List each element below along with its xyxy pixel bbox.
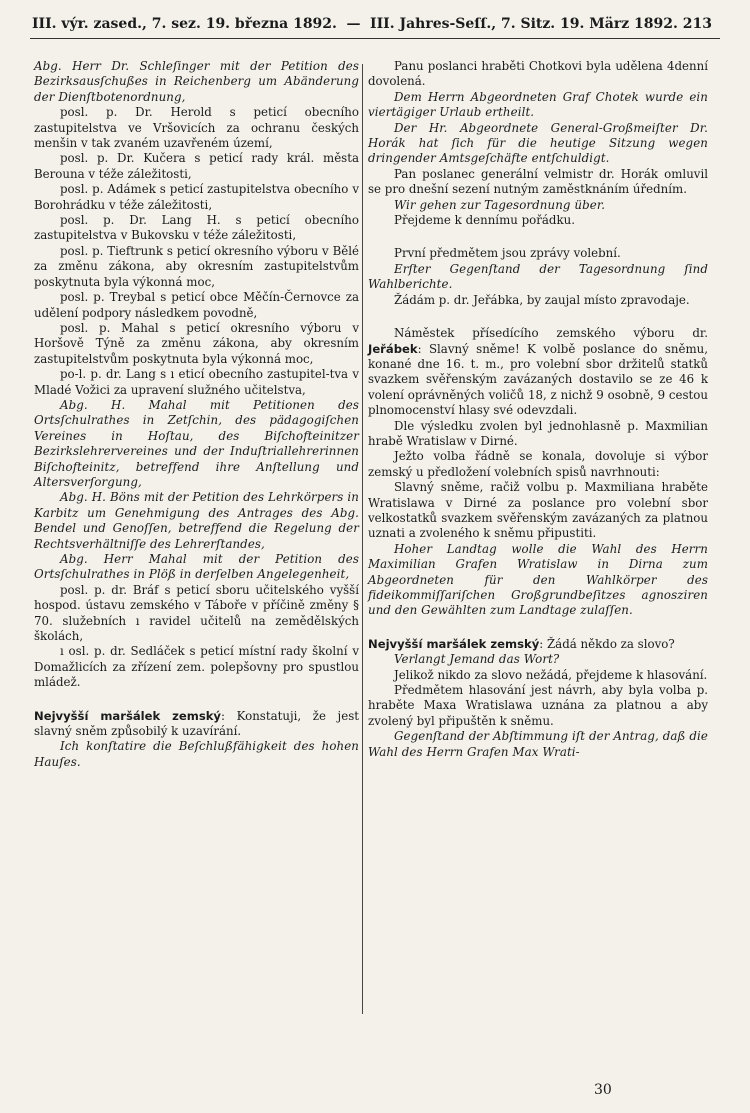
leave-granted-german: Dem Herrn Abgeordneten Graf Chotek wurde ein viertägiger Urlaub ertheilt.: [368, 89, 708, 120]
petition-entry: posl. p. Tieftrunk s peticí okresního výboru v Bělé za změnu zákona, aby okresním zastupitelstvům poskytnuta byla výkonná moc,: [34, 243, 359, 289]
petition-entry: po-l. p. dr. Lang s ı eticí obecního zastupitel-tva v Mladé Vožici za upravení služného učitelstva,: [34, 367, 359, 397]
left-column: [34, 59, 359, 770]
vote-subject-german: Gegenſtand der Abſtimmung iſt der Antrag, daß die Wahl des Herrn Grafen Max Wrati-: [368, 729, 708, 759]
petition-entry: posl. p. Treybal s peticí obce Měčín-Černovce za udělení podpory následkem povodně,: [34, 290, 359, 320]
committee-proposal-czech: Slavný sněme, račiž volbu p. Maxmiliana hraběte Wratislawa v Dirné za poslance pro volební sbor velkostatků svazkem svěřenským zavázaných za platnou uznati a zvoleného k sněmu připustiti.: [368, 480, 708, 541]
petition-entry: ı osl. p. dr. Sedláček s peticí místní rady školní v Domažlicích za zřízení zem. polepšovny pro spustlou mládež.: [34, 644, 359, 690]
speaker-name: Nejvyšší maršálek zemský: [368, 636, 540, 651]
excuse-czech: Pan poslanec generální velmistr dr. Horák omluvil se pro dnešní sezení nutným zaměstknáním úředním.: [368, 166, 708, 197]
committee-proposal-german: Hoher Landtag wolle die Wahl des Herrn Maximilian Grafen Wratislaw in Dirna zum Abgeordneten für den Wahlkörper des fideikommiſſariſchen Großgrundbeſitzes agnosziren und den Gewählten zum Landtage zulaſſen.: [368, 541, 708, 618]
petition-entry: posl. p. dr. Bráf s peticí sboru učitelského vyšší hospod. ústavu zemského v Táboře v příčině změny § 70. služebních ı ravidel učitelů na zemědělských školách,: [34, 582, 359, 644]
speaker-name: Nejvyšší maršálek zemský: [34, 708, 221, 723]
petition-entry: posl. p. Dr. Kučera s peticí rady král. města Berouna v téže záležitosti,: [34, 151, 359, 181]
leave-granted-czech: Panu poslanci hraběti Chotkovi byla udělena 4denní dovolená.: [368, 59, 708, 89]
petition-entry: Abg. Herr Mahal mit der Petition des Ortsſchulrathes in Plöß in derſelben Angelegenheit,: [34, 552, 359, 582]
vote-transition: Jelikož nikdo za slovo nežádá, přejdeme k hlasování.: [394, 667, 708, 682]
petition-entry: posl. p. Adámek s peticí zastupitelstva obecního v Borohrádku v téže záležitosti,: [34, 182, 359, 212]
rapporteur-request: Žádám p. dr. Jeřábka, by zaujal místo zpravodaje.: [394, 292, 690, 307]
running-header: [32, 16, 712, 32]
speaker-question-czech: Nejvyšší maršálek zemský: Žádá někdo za slovo?: [368, 636, 675, 651]
agenda-czech: Přejdeme k dennímu pořádku.: [394, 213, 575, 228]
column-divider: [362, 64, 363, 1014]
first-item-czech: První předmětem jsou zprávy volební.: [394, 246, 621, 261]
committee-proposal-intro: Ježto volba řádně se konala, dovoluje si výbor zemský u předložení volebních spisů navrhnouti:: [368, 449, 708, 479]
header-german: III. Jahres-Seſſ., 7. Sitz. 19. März 1892. 213: [370, 16, 712, 32]
petition-entry: posl. p. Mahal s peticí okresního výboru v Horšově Týně za změnu zákona, aby okresním zastupitelstvům poskytnuta byla výkonná moc,: [34, 320, 359, 366]
first-item-german: Erſter Gegenſtand der Tagesordnung ſind Wahlberichte.: [368, 261, 708, 292]
header-czech: III. výr. zased., 7. sez. 19. března 1892.: [32, 16, 337, 32]
petition-entry: Abg. H. Mahal mit Petitionen des Ortsſchulrathes in Zetſchin, des pädagogiſchen Vereines in Hoſtau, des Biſchofteinitzer Bezirkslehrervereines und der Induſtriallehrerinnen Biſchofteinitz, betreffend ihre Anſtellung und Altersverſorgung,: [34, 397, 359, 489]
speaker-text: : Konstatuji, že jest slavný sněm způsobilý k uzavírání.: [34, 708, 359, 739]
speaker-statement-czech: [34, 709, 359, 740]
header-separator: —: [346, 16, 361, 32]
speaker-question-german: Verlangt Jemand das Wort?: [394, 652, 560, 667]
vote-subject-czech: Předmětem hlasování jest návrh, aby byla volba p. hraběte Maxa Wratislawa uznána za platnou a aby zvolený byl připuštěn k sněmu.: [368, 683, 708, 728]
rapporteur-name: Jeřábek: [368, 341, 418, 356]
right-column: [368, 59, 708, 760]
petition-entry: posl. p. Dr. Lang H. s peticí obecního zastupitelstva v Bukovsku v téže záležitosti,: [34, 213, 359, 243]
rapporteur-report: Náměstek přísedícího zemského výboru dr. Jeřábek: Slavný sněme! K volbě poslance do sněmu, konané dne 16. t. m., pro volební sbor držitelů statků svazkem svěřenským zavázaných dostavilo se ze 46 k volení oprávněných voličů 18, z nichž 9 osobně, 9 cestou plnomocenství hlasy své odevzdali.: [368, 326, 708, 418]
petition-entry: Abg. Herr Dr. Schleſinger mit der Petition des Bezirksausſchußes in Reichenberg um Abänderung der Dienſtbotenordnung,: [34, 59, 359, 104]
agenda-german: Wir gehen zur Tagesordnung über.: [394, 197, 606, 212]
header-rule: [30, 38, 720, 39]
sheet-number: 30: [594, 1082, 612, 1098]
excuse-german: Der Hr. Abgeordnete General-Großmeiſter Dr. Horák hat ſich für die heutige Sitzung wegen dringender Amtsgeſchäfte entſchuldigt.: [368, 120, 708, 166]
speaker-statement-german: Ich konſtatire die Beſchlußfähigkeit des hohen Hauſes.: [34, 739, 359, 769]
petition-entry: Abg. H. Böns mit der Petition des Lehrkörpers in Karbitz um Genehmigung des Antrages des Abg. Bendel und Genoſſen, betreffend die Regelung der Rechtsverhältniſſe des Lehrerſtandes,: [34, 490, 359, 551]
election-result: Dle výsledku zvolen byl jednohlasně p. Maxmilian hrabě Wratislaw v Dirné.: [368, 418, 708, 448]
petition-entry: posl. p. Dr. Herold s peticí obecního zastupitelstva ve Vršovicích za ochranu českých menšin v tak zvaném uzavřeném území,: [34, 105, 359, 151]
